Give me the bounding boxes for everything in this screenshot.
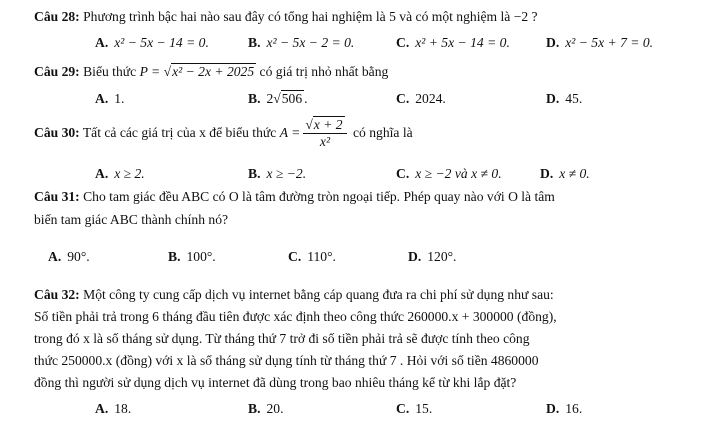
option-letter: B. [248, 91, 261, 106]
question-text: Phương trình bậc hai nào sau đây có tổng hai nghiệm là 5 và có một nghiệm là −2 ? [83, 9, 538, 24]
option-text-post: . [304, 91, 308, 106]
option-letter: D. [408, 249, 422, 264]
fraction-numerator [303, 117, 346, 134]
question-text-line1: Một công ty cung cấp dịch vụ internet bằng cáp quang đưa ra chi phí sử dụng như sau: [83, 287, 554, 302]
question-29 [34, 63, 388, 81]
formula-lhs: P = [139, 64, 161, 79]
question-31 [34, 188, 555, 206]
option-letter: A. [95, 166, 109, 181]
option-letter: B. [248, 166, 261, 181]
option-text: 2024. [415, 91, 446, 106]
option-text: 45. [565, 91, 583, 106]
option-letter: B. [248, 35, 261, 50]
question-label: Câu 29: [34, 64, 80, 79]
question-text-line5: đồng thì người sử dụng dịch vụ internet đã dùng trong bao nhiêu tháng kể từ khi lắp đặt? [34, 375, 517, 390]
option-letter: B. [168, 249, 181, 264]
question-28 [34, 8, 538, 26]
option-text: 90°. [67, 249, 90, 264]
option-d[interactable] [546, 90, 582, 108]
option-letter: B. [248, 401, 261, 416]
question-32 [34, 286, 554, 304]
option-c[interactable] [396, 34, 510, 52]
option-a[interactable] [95, 90, 124, 108]
formula-radicand: x² − 2x + 2025 [172, 64, 255, 79]
option-letter: C. [396, 401, 410, 416]
question-text-pre: Tất cả các giá trị của x để biểu thức [82, 125, 280, 140]
option-c[interactable] [396, 165, 502, 183]
option-c[interactable] [396, 90, 446, 108]
option-text: x² − 5x − 14 = 0. [114, 35, 209, 50]
option-text: 18. [114, 401, 132, 416]
question-label: Câu 30: [34, 125, 80, 140]
option-b[interactable] [248, 400, 283, 418]
question-text-line3: trong đó x là số tháng sử dụng. Từ tháng thứ 7 trở đi số tiền phải trả sẽ được tính theo công [34, 331, 530, 346]
option-letter: D. [540, 166, 554, 181]
option-letter: D. [546, 91, 560, 106]
option-text: x ≠ 0. [559, 166, 590, 181]
question-label: Câu 28: [34, 9, 80, 24]
question-text-line2: biến tam giác ABC thành chính nó? [34, 212, 229, 227]
option-letter: A. [48, 249, 62, 264]
option-letter: C. [288, 249, 302, 264]
question-text-line2: Số tiền phải trả trong 6 tháng đầu tiên được xác định theo công thức 260000.x + 300000 (đồng), [34, 309, 557, 324]
sqrt-sign: √ [305, 117, 313, 133]
option-text: x ≥ −2. [266, 166, 307, 181]
question-text-pre: Biểu thức [83, 64, 140, 79]
option-text: x ≥ 2. [114, 166, 145, 181]
sqrt-sign: √ [273, 91, 281, 106]
option-letter: A. [95, 91, 109, 106]
option-text: 16. [565, 401, 583, 416]
option-letter: C. [396, 91, 410, 106]
option-letter: D. [546, 401, 560, 416]
option-a[interactable] [48, 248, 90, 266]
option-text: 20. [266, 401, 284, 416]
question-text-post: có giá trị nhỏ nhất bằng [256, 64, 389, 79]
option-d[interactable] [546, 400, 582, 418]
option-letter: C. [396, 35, 410, 50]
option-b[interactable] [248, 165, 306, 183]
option-a[interactable] [95, 165, 145, 183]
option-d[interactable] [540, 165, 590, 183]
question-32-line3 [34, 330, 530, 348]
option-b[interactable] [248, 90, 308, 108]
question-text-post: có nghĩa là [349, 125, 413, 140]
option-d[interactable] [408, 248, 456, 266]
option-letter: D. [546, 35, 560, 50]
question-30 [34, 114, 413, 152]
option-letter: A. [95, 401, 109, 416]
option-a[interactable] [95, 34, 209, 52]
option-d[interactable] [546, 34, 653, 52]
option-text: 120°. [427, 249, 457, 264]
option-text: 100°. [186, 249, 216, 264]
option-text: x² + 5x − 14 = 0. [415, 35, 510, 50]
question-32-line5 [34, 374, 516, 392]
option-c[interactable] [396, 400, 432, 418]
option-b[interactable] [248, 34, 354, 52]
option-text: x² − 5x + 7 = 0. [565, 35, 654, 50]
question-label: Câu 32: [34, 287, 80, 302]
option-text: 1. [114, 91, 125, 106]
option-text-pre: 2 [266, 91, 274, 106]
option-b[interactable] [168, 248, 216, 266]
question-32-line2 [34, 308, 557, 326]
option-a[interactable] [95, 400, 131, 418]
option-text: 15. [415, 401, 433, 416]
question-label: Câu 31: [34, 189, 80, 204]
question-31-cont [34, 211, 228, 229]
option-c[interactable] [288, 248, 336, 266]
option-text: x ≥ −2 và x ≠ 0. [415, 166, 502, 181]
question-32-line4 [34, 352, 539, 370]
fraction [303, 117, 346, 150]
option-letter: A. [95, 35, 109, 50]
option-text: 110°. [307, 249, 336, 264]
option-text: x² − 5x − 2 = 0. [266, 35, 355, 50]
formula-lhs: A = [279, 125, 301, 140]
option-letter: C. [396, 166, 410, 181]
option-radicand: 506 [281, 91, 303, 106]
question-text-line4: thức 250000.x (đồng) với x là số tháng sử dụng tính từ tháng thứ 7 . Hỏi với số tiền 4860000 [34, 353, 539, 368]
fraction-denominator: x² [319, 134, 331, 150]
question-text-line1: Cho tam giác đều ABC có O là tâm đường tròn ngoại tiếp. Phép quay nào với O là tâm [83, 189, 555, 204]
numerator-radicand: x + 2 [313, 117, 343, 133]
sqrt-sign: √ [163, 64, 172, 79]
